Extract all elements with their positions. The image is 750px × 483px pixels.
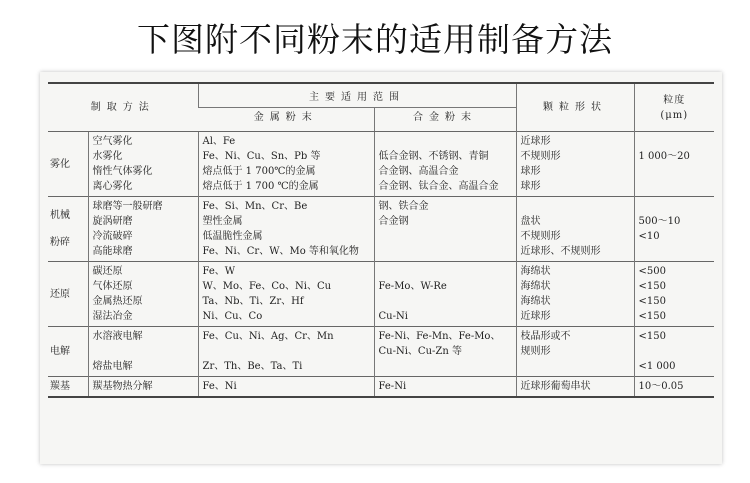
scanned-table-image	[40, 72, 722, 464]
metal-line: W、Mo、Fe、Co、Ni、Cu	[202, 281, 332, 292]
shape-line: 近球形	[520, 311, 551, 322]
alloy-line: 低合金钢、不锈钢、青铜	[378, 151, 489, 162]
group-name-line: 粉碎	[50, 237, 70, 248]
group-name	[48, 197, 88, 262]
shape-cell	[516, 262, 634, 327]
table-row	[48, 377, 714, 398]
group-name	[48, 327, 88, 377]
group-name	[48, 132, 88, 197]
metal-line: Ni、Cu、Co	[202, 311, 263, 322]
alloy-line	[379, 244, 512, 259]
size-line	[639, 199, 711, 214]
metal-line: Fe、Ni	[202, 381, 237, 392]
size-cell	[634, 262, 714, 327]
metal-line: Fe、Ni、Cu、Sn、Pb 等	[202, 151, 321, 162]
method-cell	[88, 327, 198, 377]
table-row	[48, 262, 714, 327]
metal-line: Al、Fe	[202, 136, 236, 147]
table-row	[48, 197, 714, 262]
size-line	[639, 344, 711, 359]
size-line	[639, 244, 711, 259]
alloy-line: 合金钢、钛合金、高温合金	[378, 181, 499, 192]
method-line: 球磨等一般研磨	[92, 201, 163, 212]
shape-cell	[516, 197, 634, 262]
alloy-cell	[374, 197, 516, 262]
method-line: 熔盐电解	[92, 361, 133, 372]
metal-line: 熔点低于 1 700 ℃的金属	[202, 181, 319, 192]
shape-line: 海绵状	[520, 281, 551, 292]
method-line: 水雾化	[92, 151, 123, 162]
size-line	[639, 179, 711, 194]
alloy-line: Fe-Ni	[378, 381, 407, 392]
metal-line: Fe、W	[202, 266, 236, 277]
method-line: 离心雾化	[92, 181, 133, 192]
alloy-line	[379, 294, 512, 309]
method-line	[93, 344, 194, 359]
alloy-line: Fe-Ni、Fe-Mn、Fe-Mo、	[378, 331, 501, 342]
metal-cell	[198, 262, 374, 327]
shape-line: 枝晶形或不	[520, 331, 571, 342]
alloy-cell	[374, 327, 516, 377]
size-line: <150	[638, 331, 666, 342]
metal-line: 熔点低于 1 700℃的金属	[202, 166, 316, 177]
method-line: 气体还原	[92, 281, 133, 292]
size-line: <1 000	[638, 361, 676, 372]
shape-line	[521, 199, 630, 214]
metal-line: Fe、Si、Mn、Cr、Be	[202, 201, 308, 212]
method-cell	[88, 262, 198, 327]
alloy-line	[379, 134, 512, 149]
metal-line	[203, 344, 370, 359]
method-cell	[88, 132, 198, 197]
method-line: 碳还原	[92, 266, 123, 277]
alloy-line: Cu-Ni	[378, 311, 408, 322]
header-size	[634, 83, 714, 132]
metal-cell	[198, 132, 374, 197]
alloy-cell	[374, 262, 516, 327]
group-name-line: 还原	[50, 288, 70, 300]
size-line: <150	[638, 311, 666, 322]
header-size-unit: (μm)	[660, 109, 689, 121]
method-line: 空气雾化	[92, 136, 133, 147]
alloy-line	[379, 359, 512, 374]
alloy-line	[379, 229, 512, 244]
metal-line: 塑性金属	[202, 216, 243, 227]
method-line: 金属热还原	[92, 296, 143, 307]
table-row	[48, 327, 714, 377]
shape-line: 近球形	[520, 136, 551, 147]
method-line: 惰性气体雾化	[92, 166, 153, 177]
size-cell	[634, 377, 714, 398]
alloy-line: 合金钢、高温合金	[378, 166, 459, 177]
metal-line: Fe、Cu、Ni、Ag、Cr、Mn	[202, 331, 334, 342]
header-method: 制取方法	[48, 83, 198, 132]
shape-line: 规则形	[520, 346, 551, 357]
shape-line: 近球形、不规则形	[520, 246, 601, 257]
metal-line: Ta、Nb、Ti、Zr、Hf	[202, 296, 304, 307]
method-line: 湿法冶金	[92, 311, 133, 322]
group-name	[48, 377, 88, 398]
header-shape: 颗粒形状	[516, 83, 634, 132]
shape-line: 不规则形	[520, 151, 561, 162]
alloy-cell	[374, 377, 516, 398]
size-line	[639, 134, 711, 149]
size-line: 500～10	[638, 216, 681, 227]
shape-cell	[516, 377, 634, 398]
metal-cell	[198, 377, 374, 398]
method-line: 水溶液电解	[92, 331, 143, 342]
shape-line: 盘状	[520, 216, 541, 227]
alloy-line	[379, 264, 512, 279]
size-line	[639, 164, 711, 179]
size-line: <150	[638, 281, 666, 292]
header-scope: 主要适用范围	[198, 83, 516, 108]
size-cell	[634, 327, 714, 377]
metal-cell	[198, 327, 374, 377]
group-name-line: 雾化	[50, 158, 70, 170]
size-line: <10	[638, 231, 660, 242]
shape-cell	[516, 132, 634, 197]
shape-line: 海绵状	[520, 296, 551, 307]
size-cell	[634, 197, 714, 262]
group-name	[48, 262, 88, 327]
method-line: 羰基物热分解	[92, 381, 153, 392]
metal-line: 低温脆性金属	[202, 231, 263, 242]
metal-cell	[198, 197, 374, 262]
powder-preparation-table	[48, 82, 714, 398]
shape-line	[521, 359, 630, 374]
group-name-line: 电解	[50, 346, 70, 357]
metal-line: Fe、Ni、Cr、W、Mo 等和氧化物	[202, 246, 359, 257]
shape-line: 海绵状	[520, 266, 551, 277]
header-alloy: 合金粉末	[374, 108, 516, 132]
shape-line: 球形	[520, 166, 541, 177]
table-row	[48, 132, 714, 197]
size-line: <500	[638, 266, 666, 277]
metal-line: Zr、Th、Be、Ta、Ti	[202, 361, 303, 372]
size-line: 10～0.05	[638, 381, 684, 392]
group-name-line: 机械	[50, 210, 70, 221]
method-line: 高能球磨	[92, 246, 133, 257]
group-name-line: 羰基	[50, 381, 70, 392]
shape-cell	[516, 327, 634, 377]
method-line: 冷流破碎	[92, 231, 133, 242]
size-cell	[634, 132, 714, 197]
method-line: 旋涡研磨	[92, 216, 133, 227]
alloy-line: 钢、铁合金	[378, 201, 429, 212]
shape-line: 近球形葡萄串状	[520, 381, 591, 392]
header-size-label: 粒度	[663, 94, 686, 106]
method-cell	[88, 197, 198, 262]
alloy-line: Fe-Mo、W-Re	[378, 281, 447, 292]
size-line: 1 000～20	[638, 151, 690, 162]
shape-line: 球形	[520, 181, 541, 192]
page-title: 下图附不同粉末的适用制备方法	[137, 20, 613, 59]
alloy-line: 合金钢	[378, 216, 409, 227]
alloy-cell	[374, 132, 516, 197]
method-cell	[88, 377, 198, 398]
alloy-line: Cu-Ni、Cu-Zn 等	[378, 346, 462, 357]
size-line: <150	[638, 296, 666, 307]
shape-line: 不规则形	[520, 231, 561, 242]
header-metal: 金属粉末	[198, 108, 374, 132]
